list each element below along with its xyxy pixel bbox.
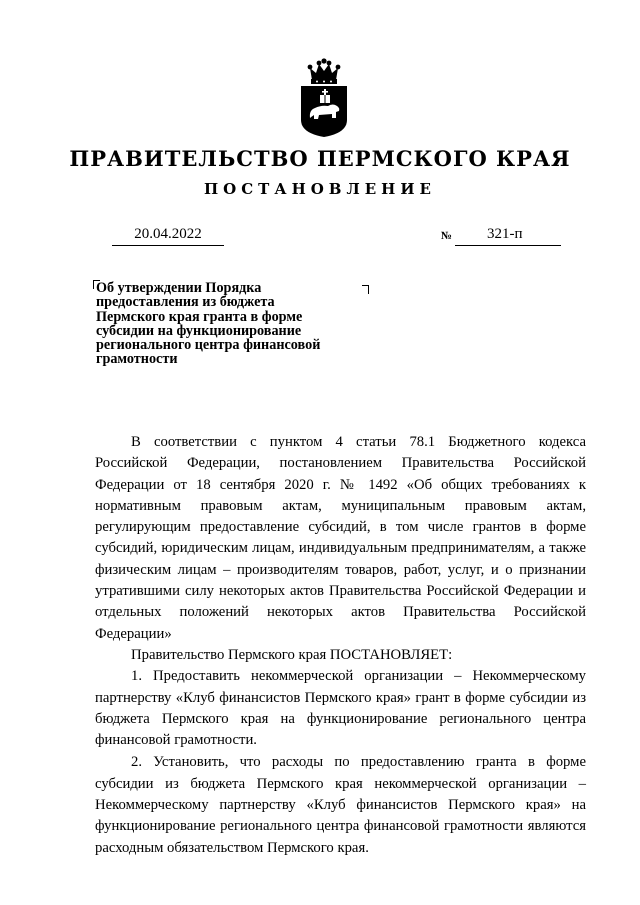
- clause-1-paragraph: 1. Предоставить некоммерческой организации – Некоммерческому партнерству «Клуб финансистов Пермского края» грант в форме субсидии из бюджета Пермского края на функционирование регионального центра финансовой грамотности.: [95, 668, 586, 749]
- government-title: ПРАВИТЕЛЬСТВО ПЕРМСКОГО КРАЯ: [69, 146, 571, 171]
- document-date: 20.04.2022: [134, 226, 202, 242]
- date-underline: [112, 245, 224, 246]
- document-subject: [96, 281, 358, 367]
- document-body: [95, 432, 586, 859]
- subject-line: грамотности: [96, 351, 178, 368]
- subject-line: субсидии на функционирование: [96, 322, 302, 339]
- subject-line: Пермского края гранта в форме: [96, 308, 303, 325]
- date-field: [112, 225, 224, 246]
- clause-2-paragraph: 2. Установить, что расходы по предоставлению гранта в форме субсидии из бюджета Пермского края некоммерческой организации – Некоммерческому партнерству «Клуб финансистов Пермского края» на функционирование регионального центра финансовой грамотности являются расходным обязательством Пермского края.: [95, 754, 586, 856]
- document-number: 321-п: [487, 226, 523, 242]
- document-type: ПОСТАНОВЛЕНИЕ: [204, 180, 436, 198]
- subject-line: предоставления из бюджета: [96, 294, 275, 311]
- preamble-paragraph: В соответствии с пунктом 4 статьи 78.1 Бюджетного кодекса Российской Федерации, постановлением Правительства Российской Федерации от 18 сентября 2020 г. № 1492 «Об общих требованиях к нормативным правовым актам, муниципальным правовым актам, регулирующим предоставление субсидий, в том числе грантов в форме субсидий, юридическим лицам, индивидуальным предпринимателям, а также физическим лицам – производителям товаров, работ, услуг, и о признании утратившими силу некоторых актов Правительства Российской Федерации и отдельных положений некоторых актов Правительства Российской Федерации»: [95, 434, 586, 642]
- coat-of-arms-icon: [295, 58, 353, 138]
- subject-corner-right: [362, 285, 369, 294]
- resolution-statement: Правительство Пермского края ПОСТАНОВЛЯЕТ:: [131, 646, 453, 663]
- number-underline: [455, 245, 561, 246]
- subject-line: регионального центра финансовой: [96, 337, 321, 354]
- number-label: №: [441, 230, 453, 242]
- subject-line: Об утверждении Порядка: [96, 280, 262, 296]
